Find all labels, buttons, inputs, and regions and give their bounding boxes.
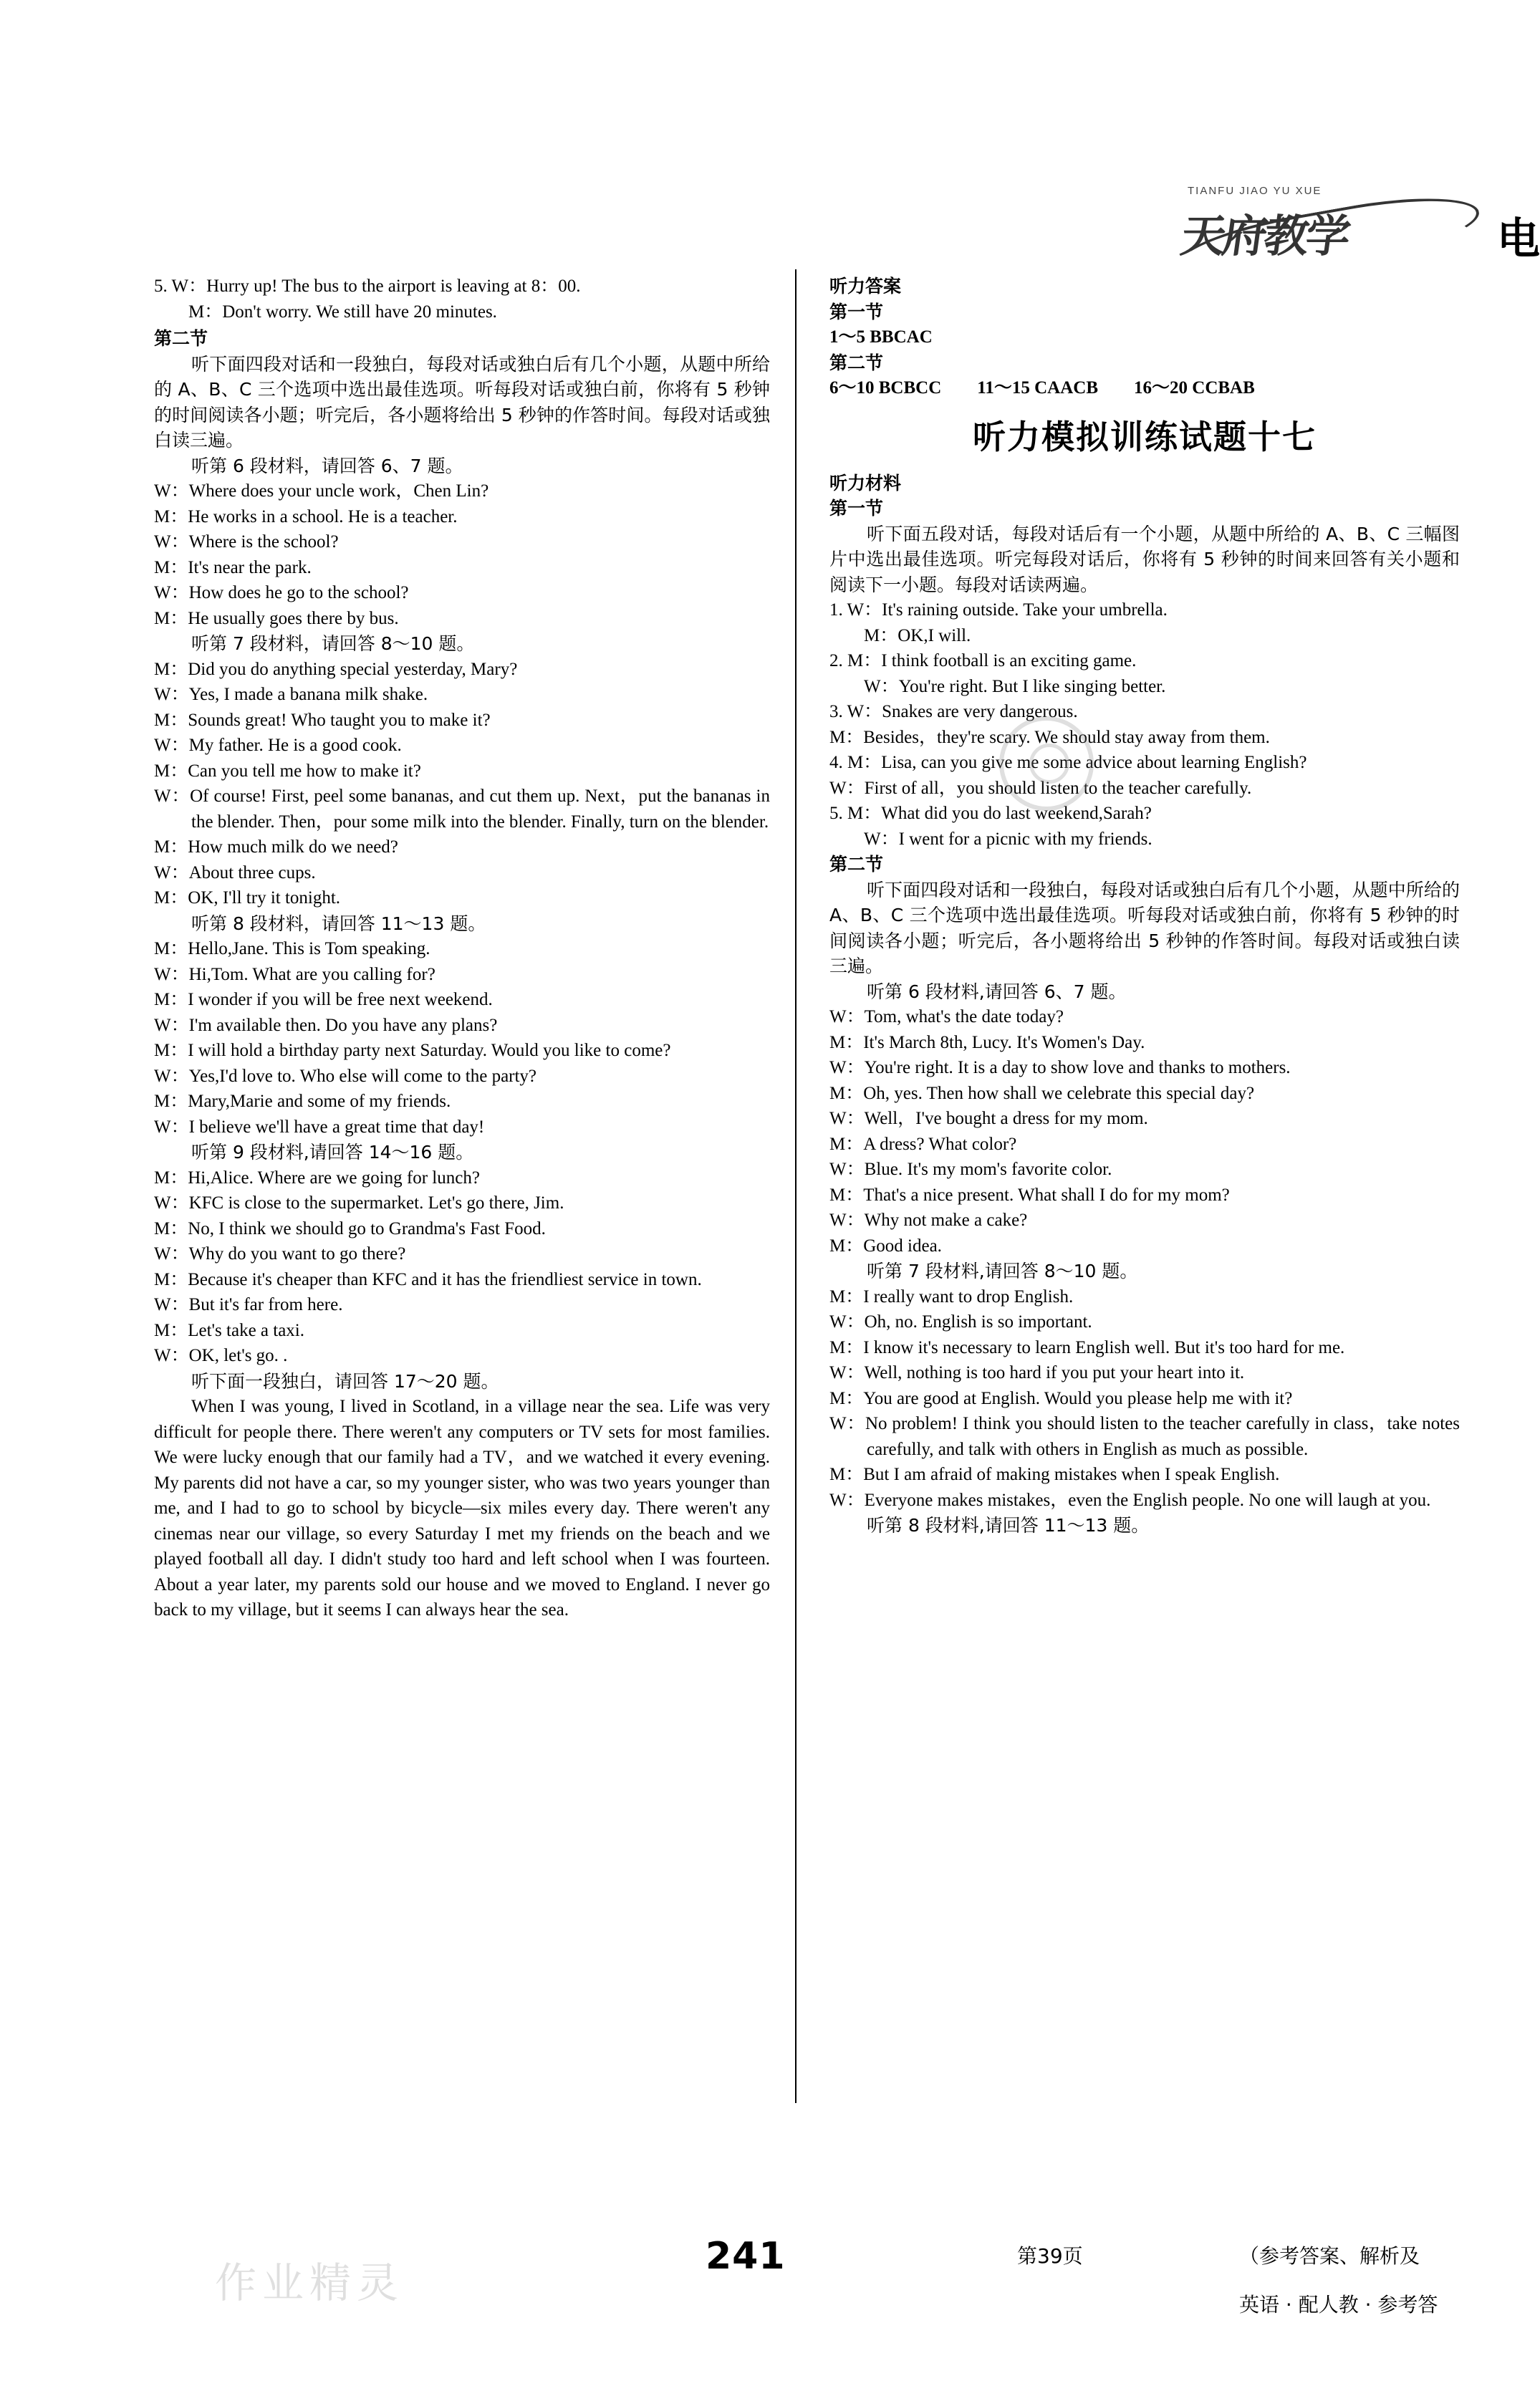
answers-sec2: 6～10 BCBCC 11～15 CAACB 16～20 CCBAB (829, 378, 1255, 398)
paper-title: 听力模拟训练试题十七 (973, 417, 1317, 456)
footer-answer-note: （参考答案、解析及 (1239, 2244, 1420, 2268)
left-dialog810-4: M：Can you tell me how to make it? (154, 761, 421, 781)
left-cue-11-13: 听第 8 段材料，请回答 11～13 题。 (191, 913, 486, 934)
right-column (829, 274, 1460, 1539)
left-dialog1416-1: W：KFC is close to the supermarket. Let's go there, Jim. (154, 1193, 564, 1213)
right-sec1-label: 第一节 (829, 498, 884, 519)
left-column (154, 274, 770, 1623)
left-dialog1416-4: M：Because it's cheaper than KFC and it has the friendliest service in town. (154, 1269, 702, 1289)
left-dialog1416-6: M：Let's take a taxi. (154, 1320, 304, 1340)
right-dialog67-7: M：That's a nice present. What shall I do for my mom? (829, 1185, 1230, 1205)
right-dialog67-1: M：It's March 8th, Lucy. It's Women's Day. (829, 1032, 1145, 1052)
right-sec2-instruction: 听下面四段对话和一段独白，每段对话或独白后有几个小题，从题中所给的 A、B、C 三个选项中选出最佳选项。听每段对话或独白前，你将有 5 秒钟的时间阅读各小题；听完后，各小题将给出 5 秒钟的作答时间。每段对话或独白读三遍。 (829, 879, 1460, 977)
item5-m: M：Don't worry. We still have 20 minutes. (188, 302, 497, 322)
footer-subject: 英语 · 配人教 · 参考答 (1239, 2293, 1438, 2317)
right-dialog810-7: W：Everyone makes mistakes，even the English people. No one will laugh at you. (829, 1490, 1431, 1510)
item5-w: 5. W：Hurry up! The bus to the airport is leaving at 8：00. (154, 276, 581, 296)
left-dialog1416-3: W：Why do you want to go there? (154, 1244, 406, 1264)
right-dialog67-9: M：Good idea. (829, 1236, 942, 1256)
publisher-logo (1175, 179, 1519, 279)
left-dialog1416-2: M：No, I think we should go to Grandma's Fast Food. (154, 1218, 546, 1238)
logo-text: 天府教学 (1178, 210, 1352, 262)
left-dialog67-4: W：How does he go to the school? (154, 583, 409, 602)
left-dialog1113-0: M：Hello,Jane. This is Tom speaking. (154, 939, 430, 958)
left-dialog67-3: M：It's near the park. (154, 557, 312, 577)
right-cue-6-7: 听第 6 段材料,请回答 6、7 题。 (867, 981, 1127, 1002)
right-dialog67-5: M：A dress? What color? (829, 1134, 1017, 1154)
left-dialog1416-5: W：But it's far from here. (154, 1295, 343, 1314)
answers-sec2-label: 第二节 (829, 352, 884, 373)
left-dialog1416-7: W：OK, let's go. . (154, 1346, 288, 1365)
left-section2-instruction: 听下面四段对话和一段独白，每段对话或独白后有几个小题，从题中所给的 A、B、C 三个选项中选出最佳选项。听每段对话或独白前，你将有 5 秒钟的时间阅读各小题；听完后，各小题将给出 5 秒钟的作答时间。每段对话或独白读三遍。 (154, 353, 770, 451)
left-cue-14-16: 听第 9 段材料,请回答 14～16 题。 (191, 1142, 474, 1163)
left-dialog1113-1: W：Hi,Tom. What are you calling for? (154, 964, 435, 984)
left-dialog67-0: W：Where does your uncle work，Chen Lin? (154, 481, 489, 501)
left-dialog810-7: W：About three cups. (154, 862, 316, 882)
left-monologue: When I was young, I lived in Scotland, in a village near the sea. Life was very difficult for people there. There weren't any computers or TV sets for most families. We were lucky enough that our family had a TV，and we watched it every evening. My parents did not have a car, so my younger sister, who was two years younger than me, and I had to go to school by bicycle—six miles every day. There weren't any cinemas near our village, so every Saturday I met my friends on the beach and we played football all day. I didn't study too hard and left school when I was fourteen. About a year later, my parents sold our house and we moved to England. I never go back to my village, but it seems I can always hear the sea. (154, 1397, 770, 1620)
right-dialog67-6: W：Blue. It's my mom's favorite color. (829, 1160, 1112, 1180)
right-dialog67-3: M：Oh, yes. Then how shall we celebrate this special day? (829, 1083, 1255, 1103)
right-sec1-instruction: 听下面五段对话，每段对话后有一个小题，从题中所给的 A、B、C 三幅图片中选出最佳选项。听完每段对话后，你将有 5 秒钟的时间来回答有关小题和阅读下一小题。每段对话读两遍。 (829, 523, 1460, 595)
right-dialog810-2: M：I know it's necessary to learn English well. But it's too hard for me. (829, 1337, 1345, 1357)
right-dialog810-6: M：But I am afraid of making mistakes when I speak English. (829, 1465, 1280, 1485)
right-cue-11-13: 听第 8 段材料,请回答 11～13 题。 (867, 1515, 1150, 1536)
right-dialog810-5: W：No problem! I think you should listen to the teacher carefully in class，take notes carefully, and talk with others in English as much as possible. (829, 1414, 1460, 1459)
logo-tail-char: 电 (1497, 214, 1540, 264)
left-dialog1113-6: M：Mary,Marie and some of my friends. (154, 1092, 451, 1111)
page-number: 241 (706, 2235, 786, 2278)
right-item2-a: 2. M：I think football is an exciting game. (829, 651, 1137, 671)
left-dialog810-3: W：My father. He is a good cook. (154, 736, 402, 755)
left-section2-title: 第二节 (154, 328, 208, 349)
left-dialog67-2: W：Where is the school? (154, 532, 339, 552)
left-dialog1416-0: M：Hi,Alice. Where are we going for lunch? (154, 1168, 480, 1188)
right-dialog67-0: W：Tom, what's the date today? (829, 1007, 1064, 1027)
right-item1-a: 1. W：It's raining outside. Take your umbrella. (829, 600, 1168, 620)
left-dialog810-0: M：Did you do anything special yesterday, Mary? (154, 659, 518, 679)
right-dialog810-4: M：You are good at English. Would you please help me with it? (829, 1388, 1293, 1408)
left-dialog1113-4: M：I will hold a birthday party next Saturday. Would you like to come? (154, 1041, 671, 1060)
left-dialog810-6: M：How much milk do we need? (154, 837, 398, 857)
left-dialog810-8: M：OK, I'll try it tonight. (154, 888, 341, 908)
logo-pinyin: TIANFU JIAO YU XUE (1188, 185, 1322, 197)
left-dialog1113-5: W：Yes,I'd love to. Who else will come to the party? (154, 1066, 537, 1086)
left-dialog67-1: M：He works in a school. He is a teacher. (154, 506, 458, 526)
right-item5-a: 5. M：What did you do last weekend,Sarah? (829, 804, 1152, 824)
right-item5-b: W：I went for a picnic with my friends. (864, 829, 1152, 849)
left-dialog1113-2: M：I wonder if you will be free next weekend. (154, 990, 493, 1009)
left-cue-17-20: 听下面一段独白，请回答 17～20 题。 (191, 1370, 499, 1392)
left-dialog1113-3: W：I'm available then. Do you have any plans? (154, 1015, 498, 1035)
watermark-brand: 作业精灵 (215, 2258, 405, 2307)
left-dialog1113-7: W：I believe we'll have a great time that day! (154, 1117, 485, 1137)
right-cue-8-10: 听第 7 段材料,请回答 8～10 题。 (867, 1261, 1138, 1282)
material-title: 听力材料 (829, 472, 902, 494)
right-dialog67-4: W：Well，I've bought a dress for my mom. (829, 1109, 1148, 1129)
right-dialog67-8: W：Why not make a cake? (829, 1211, 1028, 1231)
right-dialog67-2: W：You're right. It is a day to show love and thanks to mothers. (829, 1058, 1291, 1078)
right-dialog810-3: W：Well, nothing is too hard if you put your heart into it. (829, 1363, 1245, 1383)
right-item4-a: 4. M：Lisa, can you give me some advice about learning English? (829, 753, 1307, 773)
right-dialog810-0: M：I really want to drop English. (829, 1286, 1074, 1307)
right-item3-b: M：Besides，they're scary. We should stay away from them. (829, 727, 1270, 747)
left-cue-6-7: 听第 6 段材料，请回答 6、7 题。 (191, 455, 463, 476)
right-item4-b: W：First of all，you should listen to the teacher carefully. (829, 778, 1252, 798)
right-item3-a: 3. W：Snakes are very dangerous. (829, 702, 1078, 722)
left-dialog810-2: M：Sounds great! Who taught you to make it? (154, 710, 491, 730)
left-dialog810-5: W：Of course! First, peel some bananas, and cut them up. Next，put the bananas in the blender. Then，pour some milk into the blender. Finally, turn on the blender. (154, 786, 770, 832)
answers-sec1: 1～5 BBCAC (829, 327, 933, 347)
answers-title: 听力答案 (829, 276, 902, 297)
right-dialog810-1: W：Oh, no. English is so important. (829, 1312, 1092, 1332)
right-item2-b: W：You're right. But I like singing better. (864, 676, 1166, 696)
left-dialog810-1: W：Yes, I made a banana milk shake. (154, 685, 428, 704)
right-sec2-label: 第二节 (829, 854, 884, 875)
left-cue-8-10: 听第 7 段材料，请回答 8～10 题。 (191, 633, 475, 654)
footer-page-label: 第39页 (1017, 2244, 1083, 2268)
right-item1-b: M：OK,I will. (864, 625, 971, 645)
column-divider (795, 269, 797, 2103)
answers-sec1-label: 第一节 (829, 301, 884, 322)
left-dialog67-5: M：He usually goes there by bus. (154, 608, 399, 628)
